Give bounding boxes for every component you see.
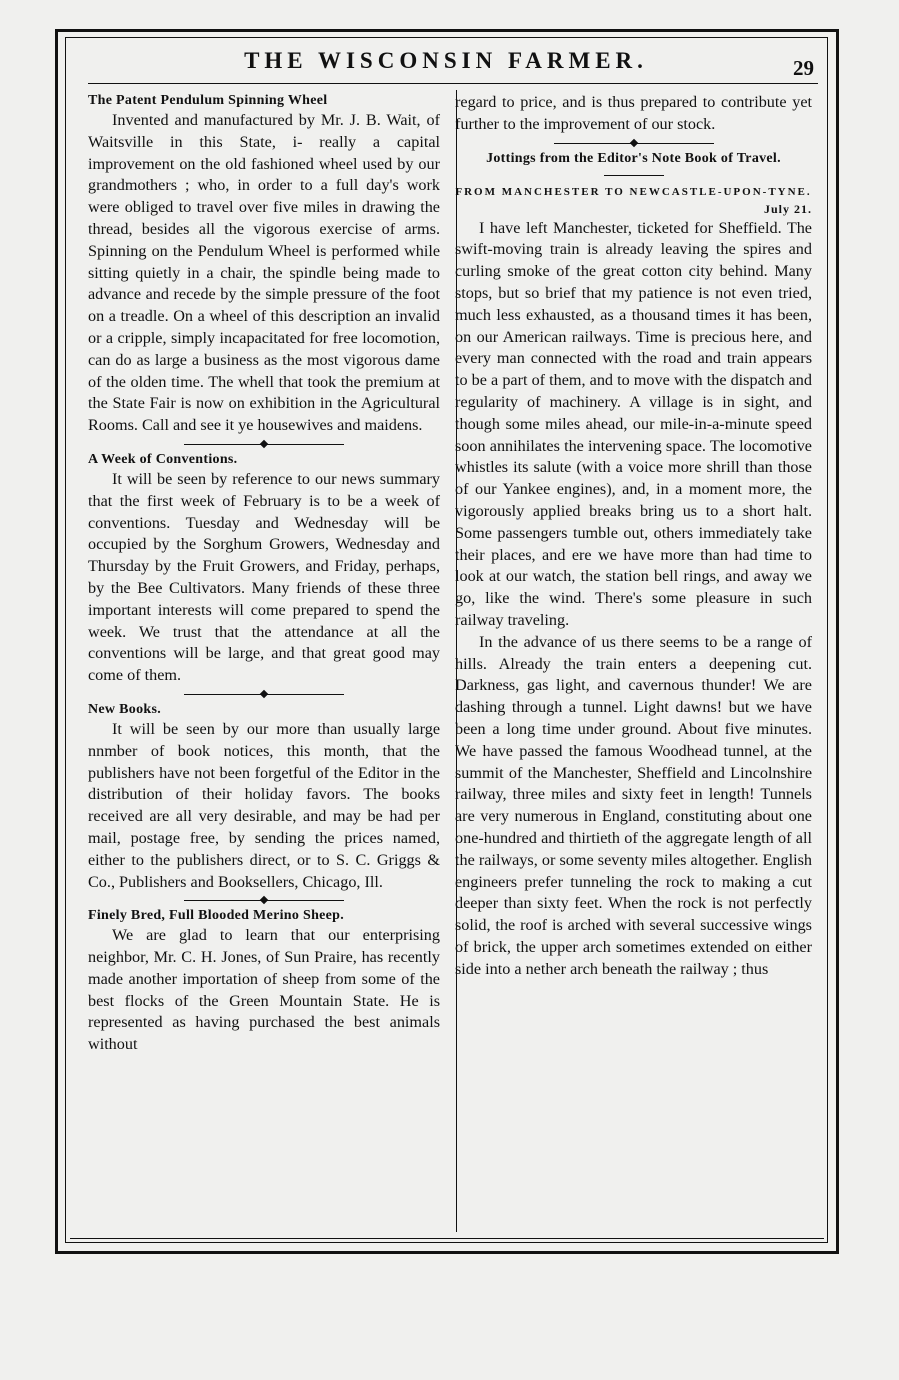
short-rule <box>604 170 664 180</box>
left-column <box>88 92 440 1056</box>
article-heading-spinning-wheel: The Patent Pendulum Spinning Wheel <box>88 93 328 108</box>
section-separator <box>184 689 344 699</box>
article-subheading-route: FROM MANCHESTER TO NEWCASTLE-UPON-TYNE. <box>455 185 812 198</box>
article-text-conventions: It will be seen by reference to our news summary that the first week of February is to be a week of conventions. Tuesday and Wednesday will be occupied by the Sorghum Growers, Wednesday and Thursday by the Fruit Growers, and Friday, perhaps, by the Bee Cultivators. Many friends of these three important interests will come prepared to spend the week. We trust that the attendance at all the conventions will be large, and that great good may come of them. <box>88 469 440 685</box>
separator-diamond-icon <box>629 138 637 146</box>
separator-diamond-icon <box>260 896 268 904</box>
section-separator <box>184 439 344 449</box>
article-dateline: July 21. <box>763 201 812 216</box>
right-column <box>455 92 812 980</box>
separator-diamond-icon <box>260 690 268 698</box>
article-text-merino-sheep: We are glad to learn that our enterprising neighbor, Mr. C. H. Jones, of Sun Praire, has recently made another importation of sheep from some of the best flocks of the Green Mountain State. He is represented as having purchased the best animals without <box>88 926 440 1054</box>
masthead-title: THE WISCONSIN FARMER. <box>244 48 648 73</box>
section-separator <box>184 895 344 905</box>
footer-rule <box>70 1238 824 1239</box>
page-number: 29 <box>793 56 814 80</box>
article-text-new-books: It will be seen by our more than usually large nnmber of book notices, this month, that the publishers have not been forgetful of the Editor in the distribution of their holiday favors. The books received are all very desirable, and may be had per mail, postage free, by sending the prices named, either to the publishers direct, or to S. C. Griggs & Co., Publishers and Booksellers, Chicago, Ill. <box>88 719 440 891</box>
article-text-jottings-1: I have left Manchester, ticketed for Sheffield. The swift-moving train is already leaving the spires and curling smoke of the great cotton city behind. Many stops, but so brief that my patience is not even tried, much less exhausted, as a thousand times it has been, on our American railways. Time is precious here, and every man connected with the road and train appears to be a part of them, and to move with the dispatch and regularity of machinery. A village is in sight, and though some miles ahead, our mile-in-a-minute speed soon annihilates the intervening space. The locomotive whistles its salute (with a voice more shrill than those of our Yankee engines), and, in a moment more, the vigorously applied breaks bring us to a short halt. Some passengers tumble out, others immediately take their places, and ere we have more than had time to look at our watch, the station bell rings, and away we go, like the wind. There's some pleasure in such railway traveling. <box>455 218 812 629</box>
page-header <box>66 46 826 86</box>
header-rule <box>88 83 818 84</box>
section-separator <box>554 138 714 148</box>
article-heading-conventions: A Week of Conventions. <box>88 451 238 467</box>
article-text-spinning-wheel: Invented and manufactured by Mr. J. B. Wait, of Waitsville in this State, i- really a capital improvement on the old fashioned wheel used by our grandmothers ; who, in order to a full day's work were obliged to travel over five miles in drawing the thread, besides all the vigorous exercise of arms. Spinning on the Pendulum Wheel is performed while sitting quietly in a chair, the spindle being made to advance and recede by the simple pressure of the foot on a treadle. On a wheel of this description an invalid or a cripple, simply incapacitated for free locomotion, can do as large a business as the most vigorous dame of the olden time. The whell that took the premium at the State Fair is now on exhibition in the Agricultural Rooms. Call and see it ye housewives and maidens. <box>88 111 440 435</box>
separator-diamond-icon <box>260 440 268 448</box>
article-text-jottings-2: In the advance of us there seems to be a range of hills. Already the train enters a deepening cut. Darkness, gas light, and cavernous thunder! We are dashing through a tunnel. Light dawns! but we have been a long time under ground. About five minutes. We have passed the famous Woodhead tunnel, at the summit of the Manchester, Sheffield and Lincolnshire railway, three miles and sixty feet in length! Tunnels are very numerous in England, constituting about one one-hundred and thirtieth of the aggregate length of all the railways, or some seventy miles altogether. English engineers prefer tunneling the rock to making a cut deeper than sixty feet. When the rock is not perfectly solid, the roof is arched with several successive wings of brick, the upper arch sometimes extended on either side into a nether arch beneath the railway ; thus <box>455 632 812 978</box>
article-heading-jottings: Jottings from the Editor's Note Book of Travel. <box>486 150 781 166</box>
article-heading-merino-sheep: Finely Bred, Full Blooded Merino Sheep. <box>88 908 345 924</box>
continued-text: regard to price, and is thus prepared to contribute yet further to the improvement of our stock. <box>455 93 812 133</box>
article-heading-new-books: New Books. <box>88 701 162 717</box>
